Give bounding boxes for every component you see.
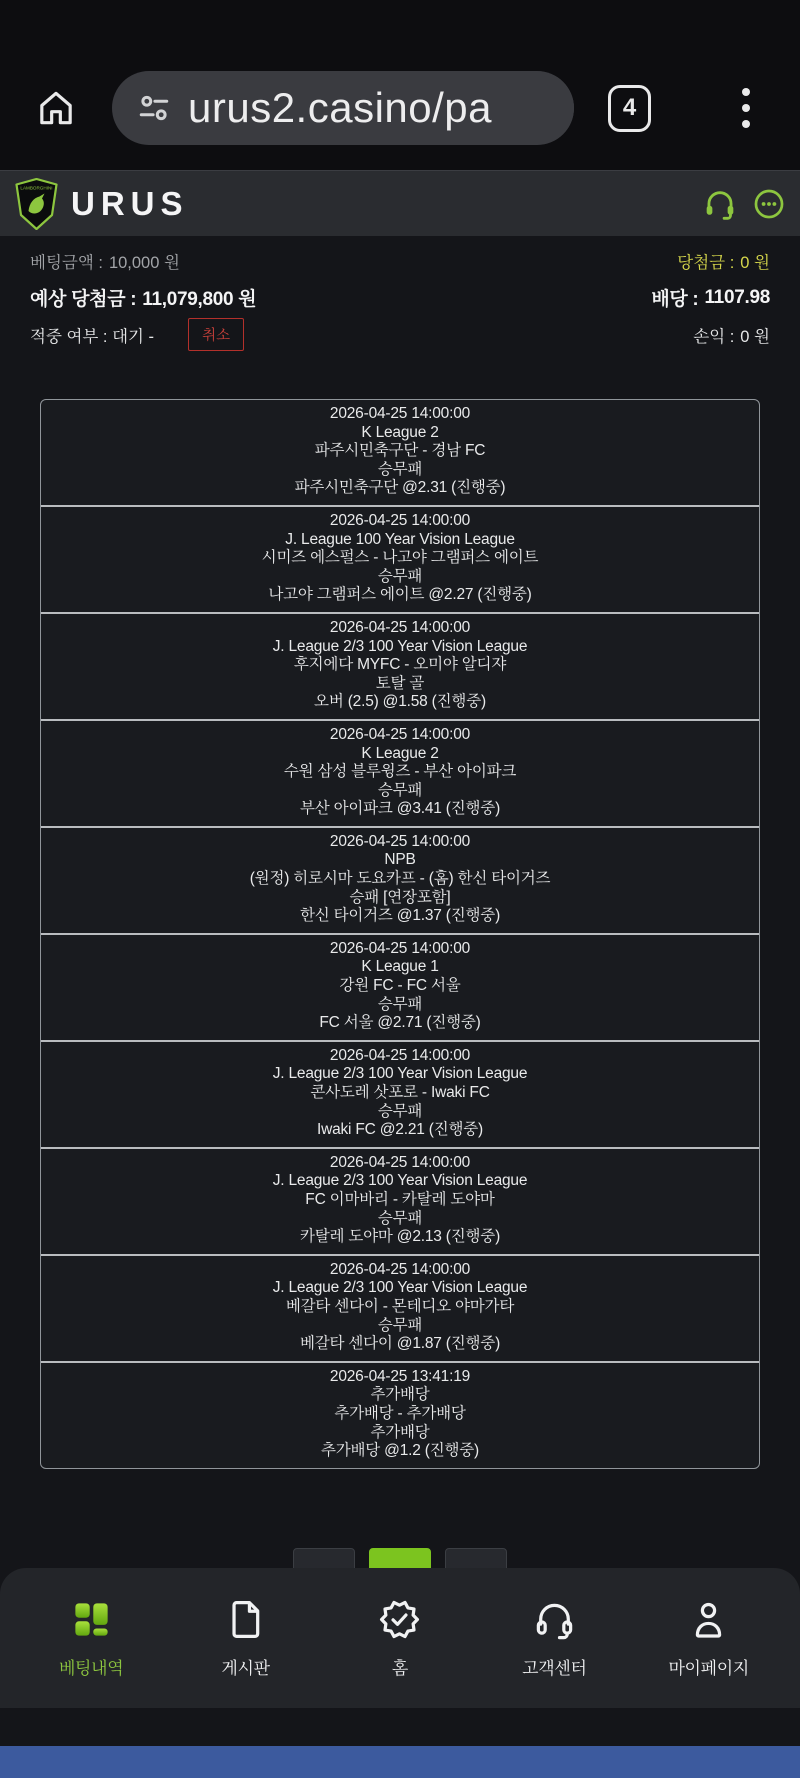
nav-item-support[interactable] <box>489 1598 619 1679</box>
expected-win-label: 예상 당첨금 : <box>30 289 137 310</box>
bet-market: 승무패 <box>377 567 423 585</box>
bottom-nav <box>0 1568 800 1708</box>
bet-card <box>41 828 759 935</box>
bet-card <box>41 507 759 614</box>
profit-label: 손익 : <box>693 327 735 346</box>
bet-market: 추가배당 <box>370 1423 430 1441</box>
bet-market: 승무패 <box>377 460 423 478</box>
bet-league: J. League 2/3 100 Year Vision League <box>272 1065 528 1083</box>
browser-menu-icon[interactable] <box>742 88 750 128</box>
bet-pick: 파주시민축구단 @2.31 (진행중) <box>294 479 506 497</box>
bet-pick: 한신 타이거즈 @1.37 (진행중) <box>299 907 501 925</box>
bet-match: 추가배당 - 추가배당 <box>334 1404 466 1422</box>
nav-item-home[interactable] <box>335 1598 465 1679</box>
bet-card <box>41 935 759 1042</box>
bet-match: (원정) 히로시마 도요카프 - (홈) 한신 타이거즈 <box>249 870 551 888</box>
tab-counter-button[interactable] <box>608 85 651 132</box>
bet-league: K League 2 <box>361 423 439 441</box>
bet-time: 2026-04-25 14:00:00 <box>329 511 471 529</box>
lamborghini-logo[interactable] <box>14 178 59 230</box>
bet-card <box>41 400 759 507</box>
support-headset-icon <box>533 1598 576 1641</box>
bet-match: 파주시민축구단 - 경남 FC <box>314 442 486 460</box>
expected-win-value: 11,079,800 원 <box>142 289 257 310</box>
result-status-label: 적중 여부 : 대기 - <box>30 327 155 346</box>
bet-time: 2026-04-25 14:00:00 <box>329 618 471 636</box>
bet-time: 2026-04-25 14:00:00 <box>329 939 471 957</box>
tab-count: 4 <box>622 94 637 121</box>
bet-league: K League 2 <box>361 744 439 762</box>
site-settings-icon[interactable] <box>136 90 172 126</box>
nav-label: 게시판 <box>221 1658 270 1678</box>
bet-pick: 카탈레 도야마 @2.13 (진행중) <box>299 1228 501 1246</box>
bet-amount-label: 베팅금액 : <box>30 253 103 272</box>
bet-time: 2026-04-25 14:00:00 <box>329 1046 471 1064</box>
bet-card <box>41 614 759 721</box>
address-bar[interactable] <box>112 71 574 145</box>
win-label: 당첨금 : <box>677 253 735 272</box>
bet-pick: 나고야 그램퍼스 에이트 @2.27 (진행중) <box>268 586 532 604</box>
nav-item-betting-history[interactable] <box>26 1598 156 1679</box>
bet-league: J. League 2/3 100 Year Vision League <box>272 637 528 655</box>
bet-time: 2026-04-25 14:00:00 <box>329 1260 471 1278</box>
bet-pick: 부산 아이파크 @3.41 (진행중) <box>299 800 501 818</box>
nav-label: 홈 <box>391 1658 409 1678</box>
bet-market: 토탈 골 <box>375 674 425 692</box>
bet-market: 승무패 <box>377 781 423 799</box>
bet-match: 시미즈 에스펄스 - 나고야 그램퍼스 에이트 <box>261 549 539 567</box>
bet-time: 2026-04-25 14:00:00 <box>329 832 471 850</box>
bet-league: NPB <box>384 851 416 869</box>
bet-card-list <box>40 399 760 1469</box>
bet-league: J. League 2/3 100 Year Vision League <box>272 1172 528 1190</box>
nav-label: 마이페이지 <box>668 1658 750 1678</box>
bet-time: 2026-04-25 13:41:19 <box>329 1367 471 1385</box>
board-icon <box>224 1598 267 1641</box>
bet-league: 추가배당 <box>370 1386 430 1404</box>
bet-match: FC 이마바리 - 카탈레 도야마 <box>305 1190 495 1208</box>
nav-item-board[interactable] <box>181 1598 311 1679</box>
bet-time: 2026-04-25 14:00:00 <box>329 725 471 743</box>
headset-icon[interactable] <box>703 187 737 221</box>
nav-label: 베팅내역 <box>58 1658 124 1678</box>
chat-icon[interactable] <box>752 187 786 221</box>
bet-match: 강원 FC - FC 서울 <box>339 977 461 995</box>
bet-pick: Iwaki FC @2.21 (진행중) <box>316 1121 484 1139</box>
site-header <box>0 170 800 236</box>
dividend-value: 1107.98 <box>704 286 770 308</box>
bet-pick: FC 서울 @2.71 (진행중) <box>319 1014 481 1032</box>
gesture-bar <box>0 1746 800 1778</box>
bet-match: 콘사도레 삿포로 - Iwaki FC <box>310 1084 490 1101</box>
bet-time: 2026-04-25 14:00:00 <box>329 1153 471 1171</box>
nav-label: 고객센터 <box>522 1658 587 1678</box>
home-badge-icon <box>378 1598 421 1641</box>
bet-market: 승패 [연장포함] <box>349 888 451 906</box>
bet-market: 승무패 <box>377 1102 423 1120</box>
dividend-label: 배당 : <box>651 289 699 310</box>
logo-text: LAMBORGHINI <box>20 185 53 190</box>
home-icon[interactable] <box>36 88 76 128</box>
bet-market: 승무패 <box>377 995 423 1013</box>
bet-match: 수원 삼성 블루윙즈 - 부산 아이파크 <box>283 763 517 781</box>
browser-chrome <box>0 0 800 170</box>
nav-item-mypage[interactable] <box>644 1598 774 1679</box>
profit-value: 0 원 <box>740 327 770 346</box>
url-text[interactable]: urus2.casino/pa <box>188 84 493 131</box>
bet-amount-value: 10,000 원 <box>108 253 180 272</box>
bet-match: 후지에다 MYFC - 오미야 알디쟈 <box>293 656 507 674</box>
bet-market: 승무패 <box>377 1316 423 1334</box>
mypage-person-icon <box>687 1598 730 1641</box>
bet-pick: 추가배당 @1.2 (진행중) <box>320 1442 480 1460</box>
bet-card <box>41 1363 759 1468</box>
bet-summary <box>0 236 800 361</box>
bet-league: K League 1 <box>361 958 439 976</box>
bet-card <box>41 1256 759 1363</box>
brand-wordmark[interactable]: URUS <box>71 184 189 222</box>
bet-card <box>41 1149 759 1256</box>
bet-pick: 베갈타 센다이 @1.87 (진행중) <box>299 1335 501 1353</box>
bet-league: J. League 100 Year Vision League <box>285 530 515 548</box>
summary-row-expected <box>30 279 770 316</box>
bet-match: 베갈타 센다이 - 몬테디오 야마가타 <box>285 1297 515 1315</box>
bet-pick: 오버 (2.5) @1.58 (진행중) <box>314 693 486 711</box>
summary-row-amount <box>30 242 770 279</box>
bet-card <box>41 1042 759 1149</box>
bet-market: 승무패 <box>377 1209 423 1227</box>
bet-league: J. League 2/3 100 Year Vision League <box>272 1279 528 1297</box>
win-value: 0 원 <box>740 253 770 272</box>
cancel-bet-button[interactable]: 취소 <box>188 318 244 351</box>
bet-time: 2026-04-25 14:00:00 <box>329 405 471 422</box>
summary-row-result <box>30 316 770 353</box>
bet-card <box>41 721 759 828</box>
betting-history-icon <box>70 1598 113 1641</box>
